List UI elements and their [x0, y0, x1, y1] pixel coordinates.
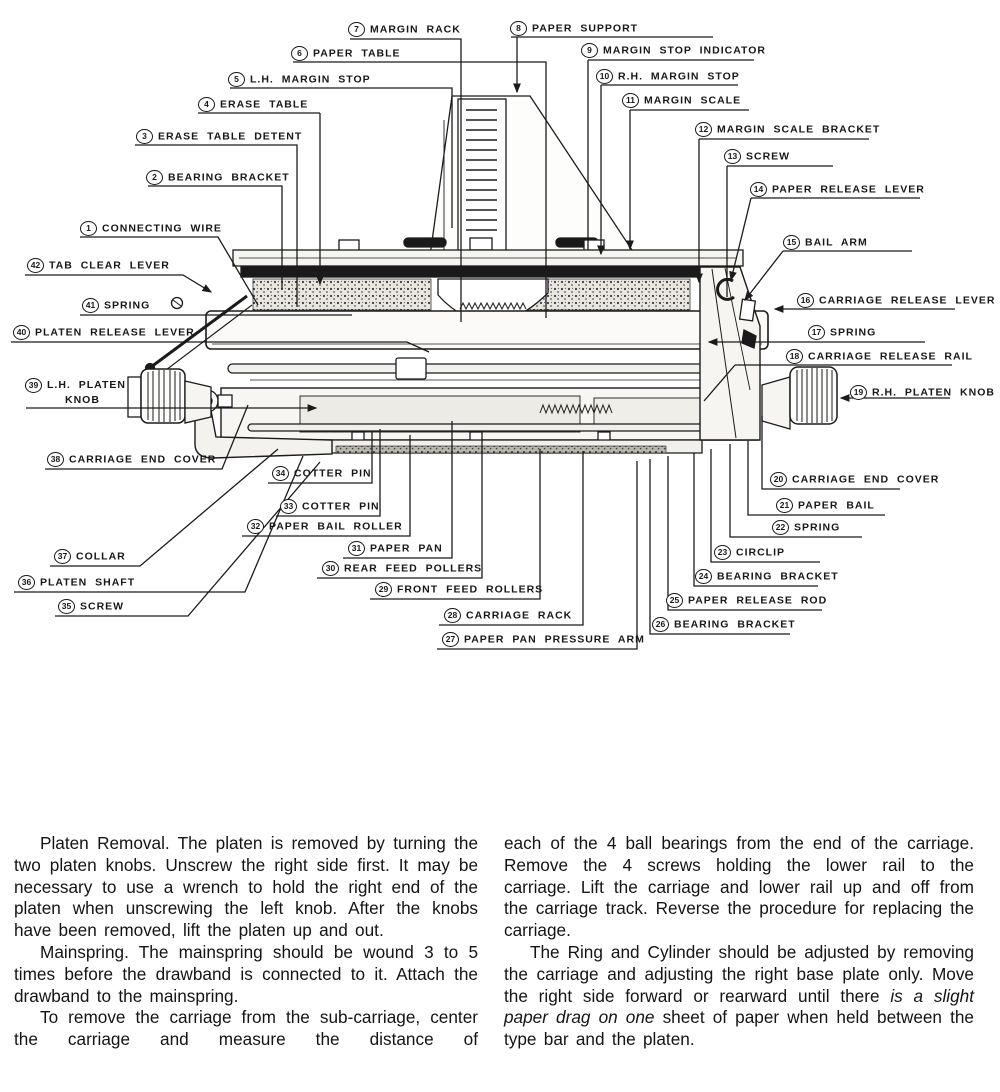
part-label-5	[228, 72, 371, 87]
part-label-36	[18, 575, 135, 590]
part-label-12	[695, 122, 880, 137]
part-number-badge: 12	[695, 122, 712, 137]
part-number-badge: 33	[280, 499, 297, 514]
part-name: PLATEN RELEASE LEVER	[35, 326, 195, 339]
part-name: MARGIN SCALE	[644, 94, 742, 107]
part-number-badge: 1	[80, 221, 97, 236]
part-number-badge: 9	[581, 43, 598, 58]
felt-band-left	[253, 279, 431, 310]
part-name: MARGIN STOP INDICATOR	[603, 44, 766, 57]
part-name: PAPER TABLE	[313, 47, 401, 60]
part-name: CARRIAGE RELEASE RAIL	[808, 350, 973, 363]
part-number-badge: 36	[18, 575, 35, 590]
part-label-10	[596, 69, 740, 84]
part-name: CIRCLIP	[736, 546, 785, 559]
part-label-8	[510, 21, 638, 36]
part-name: CARRIAGE RACK	[466, 609, 573, 622]
part-label-2	[146, 170, 290, 185]
part-label-4	[198, 97, 308, 112]
part-name: COTTER PIN	[302, 500, 380, 513]
part-label-37	[54, 549, 126, 564]
part-label-6	[291, 46, 401, 61]
part-name: CARRIAGE RELEASE LEVER	[819, 294, 996, 307]
part-name: BEARING BRACKET	[168, 171, 290, 184]
part-label-15	[783, 235, 868, 250]
part-name: FRONT FEED ROLLERS	[397, 583, 544, 596]
part-name: COTTER PIN	[294, 467, 372, 480]
part-name: BEARING BRACKET	[674, 618, 796, 631]
part-label-38	[47, 452, 216, 467]
part-number-badge: 21	[776, 498, 793, 513]
part-label-35	[58, 599, 124, 614]
part-number-badge: 26	[652, 617, 669, 632]
part-name: BEARING BRACKET	[717, 570, 839, 583]
part-name: L.H. PLATEN	[47, 379, 126, 391]
part-number-badge: 34	[272, 466, 289, 481]
paragraph-platen-removal: Platen Removal. The platen is removed by turning the two platen knobs. Unscrew the right side first. It may be necessary to use a wrench to hold the right end of the platen when unscrewing the left knob. After the knobs have been removed, lift the platen up and out.	[14, 833, 478, 941]
part-name: PAPER RELEASE LEVER	[772, 183, 925, 196]
part-number-badge: 37	[54, 549, 71, 564]
part-label-9	[581, 43, 766, 58]
part-number-badge: 40	[13, 325, 30, 340]
part-label-7	[348, 22, 461, 37]
part-number-badge: 39	[25, 378, 42, 393]
part-label-1	[80, 221, 222, 236]
part-label-27	[442, 632, 645, 647]
part-name: PAPER RELEASE ROD	[688, 594, 828, 607]
part-number-badge: 32	[247, 519, 264, 534]
part-number-badge: 19	[850, 385, 867, 400]
part-name: CARRIAGE END COVER	[69, 453, 217, 466]
part-number-badge: 7	[348, 22, 365, 37]
part-name: PAPER PAN	[370, 542, 443, 555]
part-name: PAPER PAN PRESSURE ARM	[464, 633, 645, 646]
part-number-badge: 24	[695, 569, 712, 584]
part-label-11	[622, 93, 741, 108]
part-number-badge: 16	[797, 293, 814, 308]
part-number-badge: 28	[444, 608, 461, 623]
part-number-badge: 4	[198, 97, 215, 112]
part-name: SCREW	[746, 150, 791, 163]
part-number-badge: 42	[27, 258, 44, 273]
paragraph-mainspring: Mainspring. The mainspring should be wound 3 to 5 times before the drawband is connected to it. Attach the drawband to the mainspring.	[14, 941, 478, 1006]
part-number-badge: 25	[666, 593, 683, 608]
part-name: REAR FEED POLLERS	[344, 562, 483, 575]
part-number-badge: 38	[47, 452, 64, 467]
part-number-badge: 29	[375, 582, 392, 597]
part-label-20	[770, 472, 939, 487]
part-number-badge: 18	[786, 349, 803, 364]
part-number-badge: 30	[322, 561, 339, 576]
part-name: ERASE TABLE DETENT	[158, 130, 303, 143]
part-name: COLLAR	[76, 550, 126, 563]
part-name: CONNECTING WIRE	[102, 222, 222, 235]
platen-bar	[206, 311, 768, 349]
part-number-badge: 10	[596, 69, 613, 84]
part-name: PAPER SUPPORT	[532, 22, 639, 35]
part-number-badge: 41	[82, 298, 99, 313]
part-number-badge: 13	[724, 149, 741, 164]
platen-knob-left	[128, 369, 211, 423]
part-number-badge: 11	[622, 93, 639, 108]
paper-bail-rod	[228, 364, 754, 373]
part-label-33	[280, 499, 380, 514]
manual-text-left-column	[14, 833, 478, 1051]
part-name: R.H. PLATEN KNOB	[872, 386, 995, 399]
part-label-30	[322, 561, 482, 576]
part-name: ERASE TABLE	[220, 98, 309, 111]
part-number-badge: 23	[714, 545, 731, 560]
part-number-badge: 15	[783, 235, 800, 250]
part-label-39	[25, 378, 126, 407]
part-number-badge: 8	[510, 21, 527, 36]
part-name: PAPER BAIL ROLLER	[269, 520, 403, 533]
part-label-28	[444, 608, 572, 623]
part-name: BAIL ARM	[805, 236, 868, 249]
tab-key-left	[404, 238, 446, 247]
part-label-3	[136, 129, 302, 144]
part-label-22	[772, 520, 840, 535]
bail-clamp	[396, 358, 426, 379]
part-number-badge: 27	[442, 632, 459, 647]
part-label-40	[13, 325, 195, 340]
part-label-19	[850, 385, 995, 400]
part-label-25	[666, 593, 827, 608]
part-name: MARGIN RACK	[370, 23, 461, 36]
manual-text-right-column	[504, 833, 974, 1051]
part-name: MARGIN SCALE BRACKET	[717, 123, 881, 136]
part-name: PAPER BAIL	[798, 499, 875, 512]
part-number-badge: 14	[750, 182, 767, 197]
part-number-badge: 22	[772, 520, 789, 535]
paragraph-carriage-removal-cont: each of the 4 ball bearings from the end of the carriage. Remove the 4 screws holding the lower rail to the carriage. Lift the carriage and lower rail up and off from the carriage track. Reverse the procedure for replacing the carriage.	[504, 833, 974, 941]
part-name-line2: KNOB	[65, 394, 100, 406]
part-label-23	[714, 545, 785, 560]
paragraph-ring-and-cylinder: The Ring and Cylinder should be adjusted by removing the carriage and adjusting the right base plate only. Move the right side forward or rearward until there is a slight paper drag on one sheet of paper when held between the type bar and the platen.	[504, 941, 974, 1050]
part-label-42	[27, 258, 170, 273]
paper-release-rod-art	[248, 424, 720, 431]
part-name: SPRING	[104, 299, 151, 312]
part-name: R.H. MARGIN STOP	[618, 70, 740, 83]
part-number-badge: 35	[58, 599, 75, 614]
part-label-31	[348, 541, 443, 556]
part-number-badge: 6	[291, 46, 308, 61]
part-number-badge: 3	[136, 129, 153, 144]
part-label-13	[724, 149, 790, 164]
part-name: PLATEN SHAFT	[40, 576, 136, 589]
margin-rack-rail	[241, 267, 740, 277]
part-name: TAB CLEAR LEVER	[49, 259, 170, 272]
part-number-badge: 17	[808, 325, 825, 340]
part-name: SPRING	[794, 521, 841, 534]
part-label-26	[652, 617, 796, 632]
platen-knob-right	[762, 367, 837, 429]
part-number-badge: 31	[348, 541, 365, 556]
part-label-32	[247, 519, 403, 534]
part-label-34	[272, 466, 372, 481]
part-name: L.H. MARGIN STOP	[250, 73, 371, 86]
part-label-17	[808, 325, 876, 340]
part-number-badge: 2	[146, 170, 163, 185]
part-label-16	[797, 293, 995, 308]
part-label-24	[695, 569, 839, 584]
part-number-badge: 5	[228, 72, 245, 87]
part-number-badge: 20	[770, 472, 787, 487]
part-label-29	[375, 582, 543, 597]
part-label-21	[776, 498, 875, 513]
part-label-41	[82, 298, 150, 313]
part-name: SPRING	[830, 326, 877, 339]
part-name: SCREW	[80, 600, 125, 613]
part-label-14	[750, 182, 925, 197]
italic-phrase: is a slight paper drag on one	[504, 985, 974, 1028]
part-label-18	[786, 349, 973, 364]
paragraph-carriage-removal: To remove the carriage from the sub-carriage, center the carriage and measure the distance of	[14, 1007, 478, 1050]
part-name: CARRIAGE END COVER	[792, 473, 940, 486]
